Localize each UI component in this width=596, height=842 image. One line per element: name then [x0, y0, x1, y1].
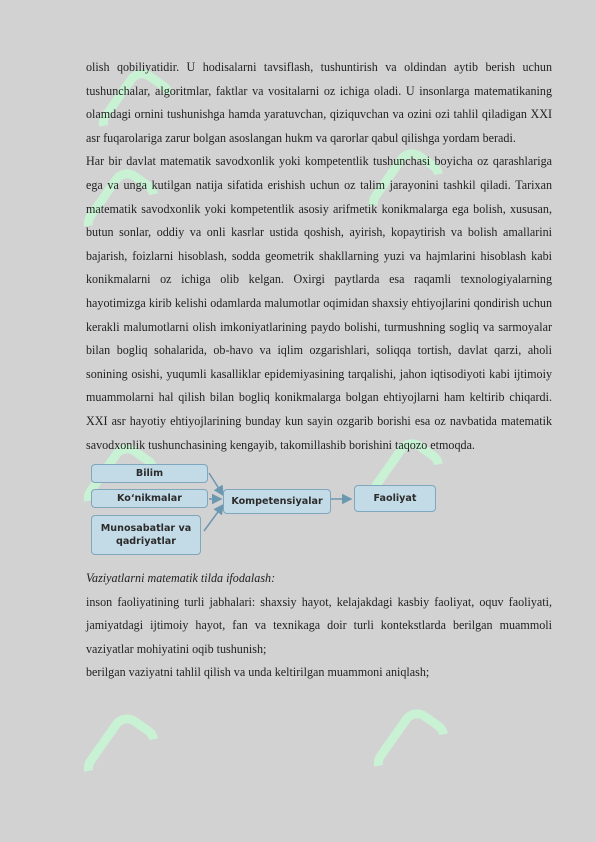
competency-diagram	[86, 461, 552, 561]
box-konikmalar: Ko‘nikmalar	[91, 489, 208, 508]
box-faoliyat: Faoliyat	[354, 485, 436, 512]
arrow-line	[204, 505, 223, 531]
paragraph: olish qobiliyatidir. U hodisalarni tavsiflash, tushuntirish va oldindan aytib berish uchun tushunchalar, algoritmlar, faktlar va vositalarni oz ichiga oladi. U insonlarga matematikaning olamdagi ornini tushunishga hamda yaratuvchan, qiziquvchan va ozini ozi tahlil qiladigan XXI asr fuqarolariga zarur bolgan asoslangan hukm va qarorlar qabul qilishga yordam beradi.	[86, 60, 552, 145]
paragraph: Har bir davlat matematik savodxonlik yoki kompetentlik tushunchasi boyicha oz qarashlariga ega va unga kutilgan natija sifatida erishish uchun oz talim jarayonini tashkil qiladi. Tarixan matematik savodxonlik yoki kompetentlik asosiy arifmetik konikmalarga ega bolish, xususan, butun sonlar, oddiy va onli kasrlar ustida qoshish, ayirish, kopaytirish va bolish amallarini bajarish, foizlarni hisoblash, sodda geometrik shakllarning yuzi va hajmlarini hisoblash kabi konikmalarni oz ichiga olib kelgan. Oxirgi paytlarda esa raqamli texnologiyalarning hayotimizga kirib kelishi odamlarda malumotlar oqimidan shaxsiy ehtiyojlarini qondirish uchun kerakli malumotlarni olish imkoniyatlarining paydo bolishi, turmushning sogliq va sarmoyalar bilan bogliq sohalarida, ob-havo va iqlim ozgarishlari, soliqqa tortish, davlat qarzi, aholi sonining osishi, yuqumli kasalliklar epidemiyasining tarqalishi, jahon iqtisodiyoti kabi ijtimoiy muammolarni hal qilish bilan bogliq konikmalarga bolgan ehtiyojlarni ham keltirib chiqardi. XXI asr hayotiy ehtiyojlarining bunday kun sayin ozgarib borishi esa oz navbatida matematik savodxonlik tushunchasining kengayib, takomillashib borishini taqozo etmoqda.	[86, 154, 552, 452]
page-content	[86, 56, 552, 685]
box-bilim: Bilim	[91, 464, 208, 483]
section-heading: Vaziyatlarni matematik tilda ifodalash:	[86, 571, 276, 586]
box-munosabatlar: Munosabatlar va qadriyatlar	[91, 515, 201, 555]
box-kompetensiyalar: Kompetensiyalar	[223, 489, 331, 514]
list-item: inson faoliyatining turli jabhalari: shaxsiy hayot, kelajakdagi kasbiy faoliyat, oquv faoliyati, jamiyatdagi ijtimoiy hayot, fan va texnikaga doir turli kontekstlarda berilgan muammoli vaziyatlar mohiyatini oqib tushunish;	[86, 594, 552, 656]
list-item: berilgan vaziyatni tahlil qilish va unda keltirilgan muammoni aniqlash;	[86, 665, 430, 680]
arrow-line	[209, 473, 223, 495]
